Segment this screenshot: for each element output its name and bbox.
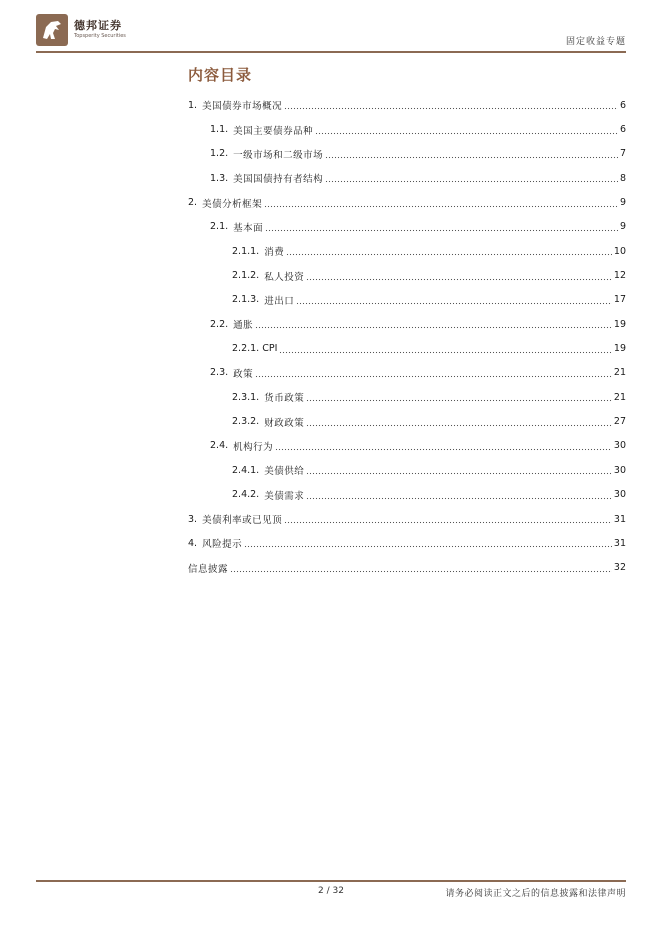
toc-entry[interactable]: [188, 385, 626, 409]
toc-leader-dots: [325, 173, 618, 183]
toc-entry-number: 2.1.: [210, 221, 229, 233]
toc-entry-label: 信息披露: [188, 563, 229, 575]
toc-entry[interactable]: [188, 239, 626, 263]
toc-entry-number: 3.: [188, 513, 198, 525]
toc-entry[interactable]: [188, 556, 626, 580]
toc-entry-label: 进出口: [264, 295, 295, 307]
toc-entry-page: 30: [613, 464, 626, 476]
toc-entry[interactable]: [188, 409, 626, 433]
toc-entry-number: 2.1.3.: [232, 294, 260, 306]
footer-divider: [36, 880, 626, 882]
toc-entry[interactable]: [188, 361, 626, 385]
toc-entry-number: 2.4.: [210, 440, 229, 452]
toc-entry-page: 31: [613, 537, 626, 549]
toc-entry[interactable]: [188, 288, 626, 312]
toc-leader-dots: [286, 246, 612, 256]
toc-leader-dots: [306, 271, 612, 281]
logo-company-name: 德邦证券: [74, 19, 122, 32]
toc-entry-page: 30: [613, 489, 626, 501]
toc-entry-number: 2.3.1.: [232, 391, 260, 403]
toc-entry-page: 7: [619, 148, 626, 160]
toc-entry-page: 31: [613, 513, 626, 525]
toc-entry[interactable]: [188, 458, 626, 482]
toc-leader-dots: [325, 149, 618, 159]
toc-entry[interactable]: [188, 336, 626, 360]
toc-entry-number: 2.3.2.: [232, 416, 260, 428]
toc-entry[interactable]: [188, 483, 626, 507]
toc-entry-page: 19: [613, 318, 626, 330]
toc-entry[interactable]: [188, 312, 626, 336]
toc-entry-label: 消费: [264, 247, 285, 259]
toc-entry-label: 通胀: [233, 320, 254, 332]
toc-entry[interactable]: [188, 434, 626, 458]
toc-title: 内容目录: [188, 66, 253, 84]
toc-entry-label: 一级市场和二级市场: [233, 149, 324, 161]
page-header: [36, 10, 626, 52]
toc-entry-page: 10: [613, 245, 626, 257]
toc-entry-number: 1.: [188, 99, 198, 111]
toc-entry-number: 2.2.: [210, 318, 229, 330]
toc-entry[interactable]: [188, 507, 626, 531]
toc-entry-label: 机构行为: [233, 441, 274, 453]
toc-entry[interactable]: [188, 142, 626, 166]
footer-disclaimer: 请务必阅读正文之后的信息披露和法律声明: [445, 889, 626, 899]
toc-entry-label: 美债利率或已见顶: [202, 515, 283, 527]
toc-entry-number: 2.1.1.: [232, 245, 260, 257]
toc-leader-dots: [230, 563, 612, 573]
toc-entry[interactable]: [188, 215, 626, 239]
toc-leader-dots: [255, 368, 612, 378]
toc-leader-dots: [244, 538, 612, 548]
toc-entry-number: 1.3.: [210, 172, 229, 184]
toc-entry[interactable]: [188, 190, 626, 214]
toc-leader-dots: [255, 319, 612, 329]
toc-entry-label: 货币政策: [264, 393, 305, 405]
toc-entry-page: 30: [613, 440, 626, 452]
toc-entry-page: 12: [613, 270, 626, 282]
toc-entry-label: 美债供给: [264, 466, 305, 478]
logo-company-name-en: Topsperity Securities: [74, 33, 126, 39]
toc-entry-page: 17: [613, 294, 626, 306]
page-number: 2 / 32: [318, 886, 344, 896]
toc-entry-label: 美国债券市场概况: [202, 101, 283, 113]
toc-entry-label: 美国主要债券品种: [233, 125, 314, 137]
toc-entry-label: 风险提示: [202, 539, 243, 551]
header-divider: [36, 51, 626, 53]
toc-entry-page: 6: [619, 99, 626, 111]
toc-entry-number: 2.4.2.: [232, 489, 260, 501]
logo-horse-icon: [36, 14, 68, 46]
toc-entry-page: 32: [613, 562, 626, 574]
toc-entry-page: 9: [619, 197, 626, 209]
toc-leader-dots: [296, 295, 612, 305]
toc-leader-dots: [315, 125, 618, 135]
toc-leader-dots: [306, 465, 612, 475]
toc-entry-label: 政策: [233, 368, 254, 380]
toc-entry[interactable]: [188, 93, 626, 117]
toc-entry-number: 4.: [188, 537, 198, 549]
toc-entry-page: 27: [613, 416, 626, 428]
toc-entry-label: 美国国债持有者结构: [233, 174, 324, 186]
toc-leader-dots: [284, 100, 618, 110]
table-of-contents: [188, 93, 626, 580]
report-type: 固定收益专题: [565, 37, 626, 47]
toc-leader-dots: [306, 392, 612, 402]
toc-leader-dots: [264, 198, 618, 208]
company-logo: [36, 14, 146, 46]
toc-entry-page: 6: [619, 124, 626, 136]
toc-entry[interactable]: [188, 263, 626, 287]
toc-entry-number: 2.1.2.: [232, 270, 260, 282]
toc-entry-page: 21: [613, 367, 626, 379]
toc-entry-page: 9: [619, 221, 626, 233]
toc-entry[interactable]: [188, 531, 626, 555]
toc-entry-label: 美债分析框架: [202, 198, 263, 210]
toc-entry-page: 21: [613, 391, 626, 403]
toc-entry-label: 财政政策: [264, 417, 305, 429]
toc-entry-page: 19: [613, 343, 626, 355]
toc-entry-number: 2.: [188, 197, 198, 209]
toc-entry-label: 美债需求: [264, 490, 305, 502]
toc-entry-number: 2.3.: [210, 367, 229, 379]
toc-entry-number: 2.4.1.: [232, 464, 260, 476]
toc-leader-dots: [306, 417, 612, 427]
toc-entry-page: 8: [619, 172, 626, 184]
toc-leader-dots: [306, 490, 612, 500]
toc-entry-label: 私人投资: [264, 271, 305, 283]
toc-leader-dots: [284, 514, 612, 524]
toc-entry[interactable]: [188, 166, 626, 190]
toc-entry[interactable]: [188, 117, 626, 141]
toc-entry-number: 1.1.: [210, 124, 229, 136]
toc-entry-number: 2.2.1. CPI: [232, 343, 278, 355]
toc-leader-dots: [265, 222, 618, 232]
toc-leader-dots: [279, 344, 612, 354]
toc-entry-number: 1.2.: [210, 148, 229, 160]
toc-leader-dots: [275, 441, 612, 451]
toc-entry-label: 基本面: [233, 222, 264, 234]
